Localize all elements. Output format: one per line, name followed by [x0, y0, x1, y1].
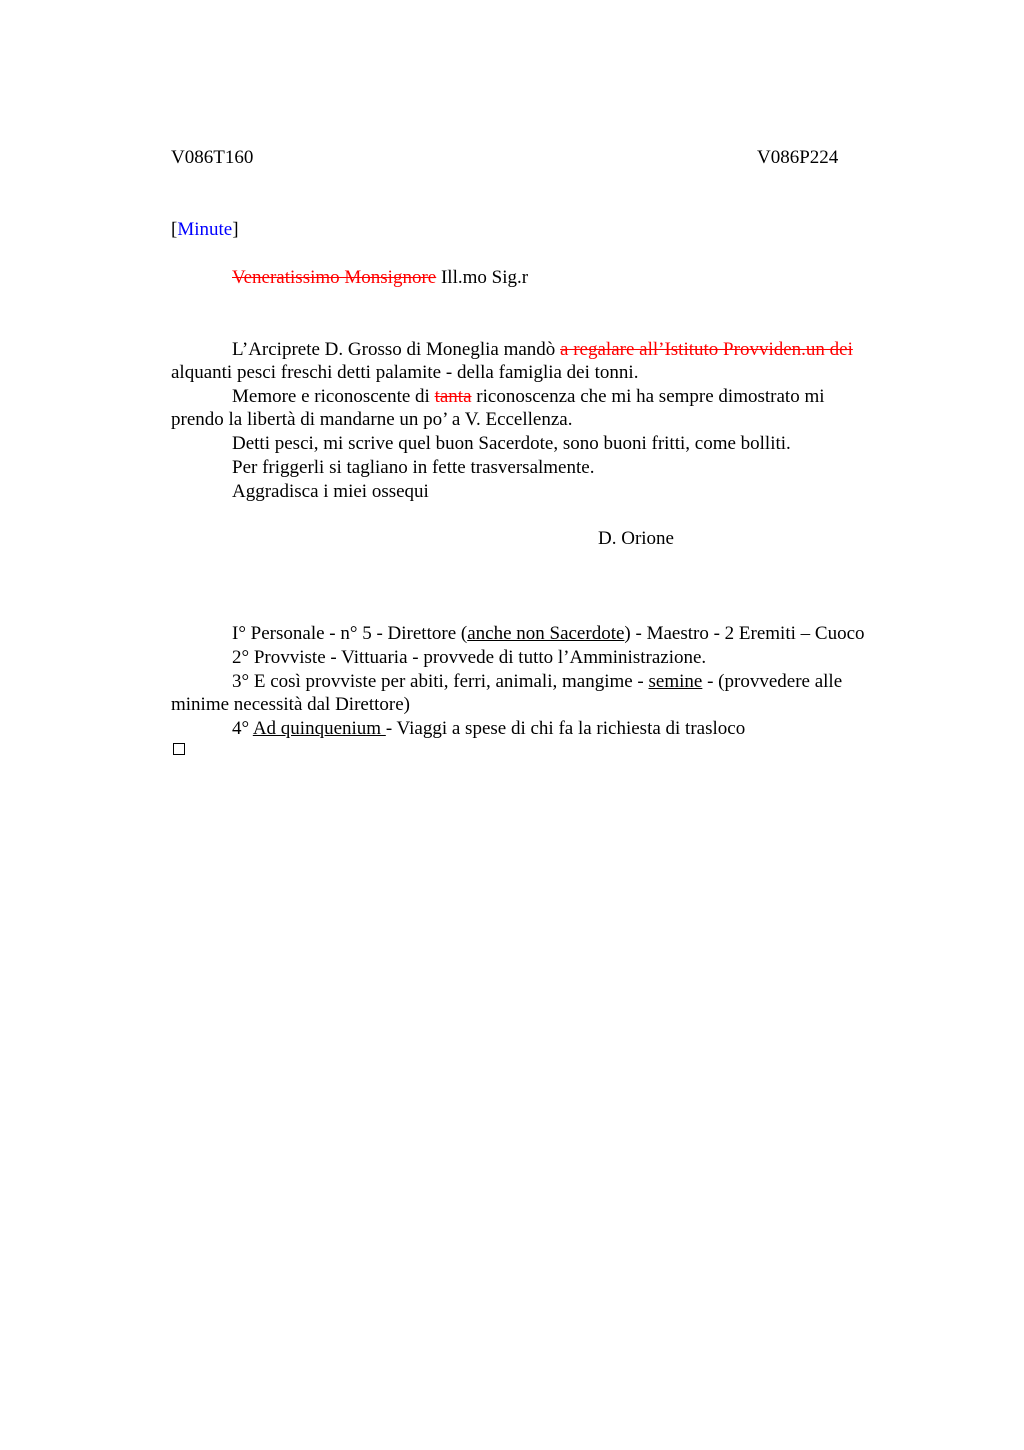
salutation-text: Ill.mo Sig.r [436, 267, 529, 288]
note-1-prefix: I° Personale - n° 5 - Direttore ( [232, 623, 468, 644]
note-2: 2° Provviste - Vittuaria - provvede di tutto l’Amministrazione. [232, 647, 707, 668]
minute-label-text: Minute [177, 219, 233, 240]
salutation [232, 266, 528, 290]
letter-paragraph-2 [232, 385, 825, 409]
letter-paragraph-3: Detti pesci, mi scrive quel buon Sacerdote, sono buoni fritti, come bolliti. [232, 433, 791, 454]
p2-start: Memore e riconoscente di [232, 386, 435, 407]
p1-deleted: a regalare all’Istituto Provviden.un dei [560, 339, 853, 360]
note-3-suffix: - (provvedere alle [702, 671, 843, 692]
signature: D. Orione [598, 528, 674, 549]
note-1-underlined: anche non Sacerdote [467, 623, 625, 644]
minute-open-bracket: [ [171, 219, 178, 240]
document-code-left: V086T160 [171, 147, 254, 168]
note-4 [232, 717, 745, 741]
p2-deleted: tanta [434, 386, 472, 407]
note-4-underlined: Ad quinquenium [252, 718, 386, 739]
p1-start: L’Arciprete D. Grosso di Moneglia mandò [232, 339, 561, 360]
end-square-icon [173, 743, 185, 755]
letter-paragraph-2-cont: prendo la libertà di mandarne un po’ a V. Eccellenza. [171, 409, 573, 430]
minute-label [171, 218, 239, 242]
note-3-prefix: 3° E così provviste per abiti, ferri, animali, mangime - [232, 671, 649, 692]
minute-close-bracket: ] [232, 219, 239, 240]
note-4-suffix: - Viaggi a spese di chi fa la richiesta di trasloco [385, 718, 746, 739]
salutation-deleted: Veneratissimo Monsignore [232, 267, 437, 288]
document-code-right: V086P224 [757, 147, 839, 168]
letter-paragraph-4: Per friggerli si tagliano in fette trasversalmente. [232, 457, 595, 478]
note-1 [232, 622, 865, 646]
note-4-prefix: 4° [232, 718, 253, 739]
note-3 [232, 670, 842, 694]
letter-paragraph-1 [232, 338, 853, 362]
p2-end: riconoscenza che mi ha sempre dimostrato mi [471, 386, 825, 407]
note-3-cont: minime necessità dal Direttore) [171, 694, 410, 715]
note-1-suffix: ) - Maestro - 2 Eremiti – Cuoco [624, 623, 865, 644]
letter-closing: Aggradisca i miei ossequi [232, 481, 429, 502]
note-3-underlined: semine [648, 671, 703, 692]
letter-paragraph-1-cont: alquanti pesci freschi detti palamite - della famiglia dei tonni. [171, 362, 639, 383]
